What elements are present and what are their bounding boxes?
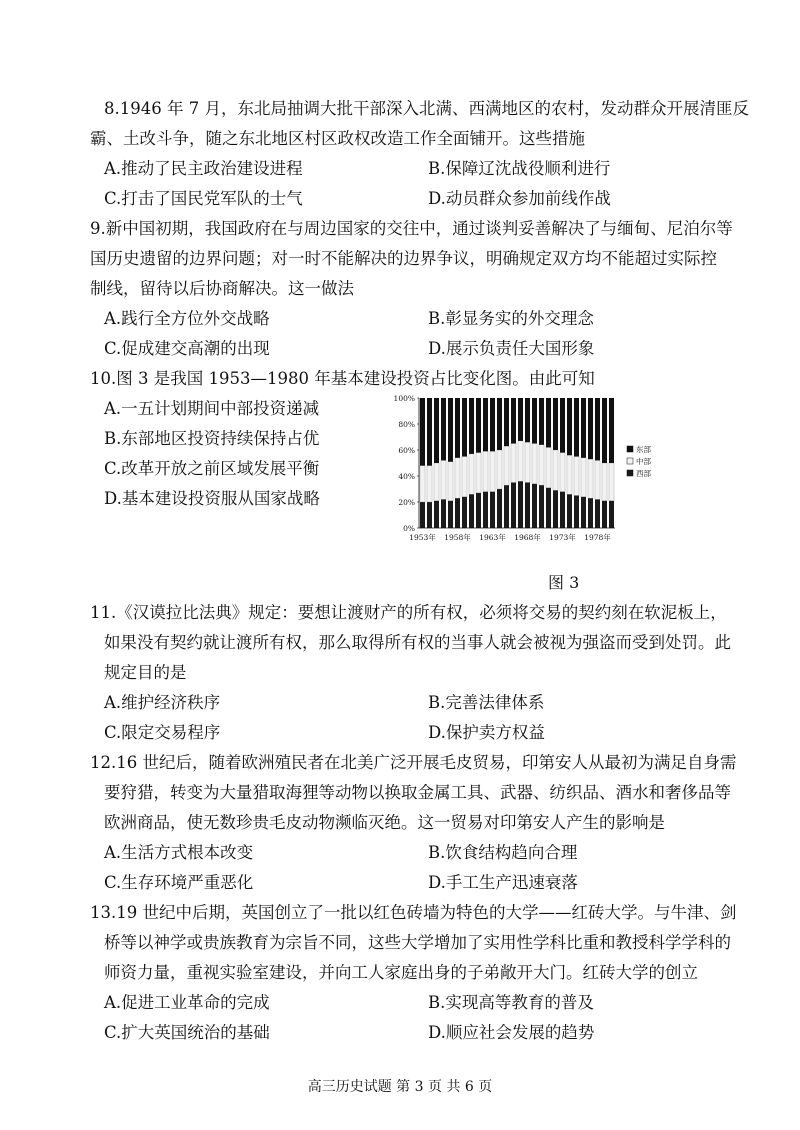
q13-stem-line-1: 13.19 世纪中后期，英国创立了一批以红色砖墙为特色的大学——红砖大学。与牛津、剑 <box>90 903 737 922</box>
bar-segment-中部-1969 <box>532 444 537 484</box>
investment-share-chart-svg <box>385 390 670 550</box>
bar-segment-西部-1978 <box>595 499 600 528</box>
bar-segment-西部-1963 <box>490 492 495 528</box>
bar-segment-中部-1954 <box>427 466 432 502</box>
bar-segment-西部-1956 <box>441 499 446 528</box>
page-footer: 高三历史试题 第 3 页 共 6 页 <box>307 1079 493 1095</box>
bar-segment-中部-1972 <box>553 450 558 490</box>
bar-segment-东部-1978 <box>595 398 600 460</box>
x-tick-label: 1978年 <box>584 533 611 542</box>
x-tick-label: 1953年 <box>409 533 436 542</box>
legend-label-中部: 中部 <box>636 457 651 466</box>
q13-option-d: D.顺应社会发展的趋势 <box>428 1023 595 1042</box>
x-tick-label: 1958年 <box>444 533 471 542</box>
bar-segment-东部-1962 <box>483 398 488 451</box>
bar-segment-西部-1975 <box>574 496 579 529</box>
bar-segment-中部-1976 <box>581 458 586 497</box>
q11-option-d: D.保护卖方权益 <box>428 723 545 742</box>
bar-segment-西部-1962 <box>483 492 488 528</box>
q10-option-b: B.东部地区投资持续保持占优 <box>104 429 320 448</box>
q12-option-a: A.生活方式根本改变 <box>104 843 254 862</box>
bar-segment-西部-1977 <box>588 498 593 528</box>
bar-segment-东部-1958 <box>455 398 460 458</box>
q10-stem-line-1: 10.图 3 是我国 1953—1980 年基本建设投资占比变化图。由此可知 <box>90 369 595 388</box>
y-tick-label: 80% <box>398 420 415 429</box>
bar-segment-中部-1971 <box>546 447 551 487</box>
q11-stem-line-3: 规定目的是 <box>104 663 187 682</box>
q12-stem-line-3: 欧洲商品，使无数珍贵毛皮动物濒临灭绝。这一贸易对印第安人产生的影响是 <box>104 813 665 832</box>
legend-label-西部: 西部 <box>636 469 651 478</box>
bar-segment-东部-1959 <box>462 398 467 457</box>
bar-segment-东部-1977 <box>588 398 593 459</box>
q13-stem-line-3: 师资力量，重视实验室建设，并向工人家庭出身的子弟敞开大门。红砖大学的创立 <box>104 963 698 982</box>
bar-segment-中部-1970 <box>539 445 544 485</box>
bar-segment-中部-1957 <box>448 462 453 501</box>
bar-segment-东部-1967 <box>518 398 523 441</box>
bar-segment-西部-1979 <box>602 501 607 528</box>
bar-segment-西部-1971 <box>546 488 551 528</box>
bar-segment-西部-1980 <box>609 501 614 528</box>
y-tick-label: 100% <box>393 394 415 403</box>
bar-segment-西部-1954 <box>427 502 432 528</box>
bar-segment-西部-1960 <box>469 494 474 528</box>
q8-option-d: D.动员群众参加前线作战 <box>428 189 611 208</box>
bar-segment-中部-1980 <box>609 463 614 501</box>
q10-option-a: A.一五计划期间中部投资递减 <box>104 399 320 418</box>
bar-segment-中部-1961 <box>476 453 481 493</box>
bar-segment-西部-1966 <box>511 483 516 529</box>
q9-option-b: B.彰显务实的外交理念 <box>428 309 594 328</box>
bar-segment-东部-1956 <box>441 398 446 460</box>
q11-stem-line-2: 如果没有契约就让渡所有权，那么取得所有权的当事人就会被视为强盗而受到处罚。此 <box>104 633 731 652</box>
bar-segment-中部-1975 <box>574 457 579 496</box>
q11-option-b: B.完善法律体系 <box>428 693 545 712</box>
bar-segment-中部-1965 <box>504 446 509 485</box>
bar-segment-西部-1969 <box>532 484 537 528</box>
x-tick-label: 1963年 <box>479 533 506 542</box>
bar-segment-中部-1979 <box>602 463 607 501</box>
bar-segment-中部-1962 <box>483 451 488 491</box>
q9-option-a: A.践行全方位外交战略 <box>104 309 270 328</box>
bar-segment-东部-1979 <box>602 398 607 463</box>
bar-segment-中部-1959 <box>462 457 467 497</box>
q11-option-c: C.限定交易程序 <box>104 723 221 742</box>
bar-segment-西部-1972 <box>553 490 558 528</box>
x-tick-label: 1968年 <box>514 533 541 542</box>
q11-option-a: A.维护经济秩序 <box>104 693 221 712</box>
bar-segment-西部-1964 <box>497 489 502 528</box>
legend-swatch-西部 <box>627 470 633 476</box>
bar-segment-东部-1965 <box>504 398 509 446</box>
q9-stem-line-3: 制线，留待以后协商解决。这一做法 <box>90 279 354 298</box>
bar-segment-东部-1974 <box>567 398 572 455</box>
bar-segment-东部-1955 <box>434 398 439 463</box>
bar-segment-中部-1964 <box>497 450 502 489</box>
q13-option-b: B.实现高等教育的普及 <box>428 993 594 1012</box>
q13-option-a: A.促进工业革命的完成 <box>104 993 270 1012</box>
q10-option-d: D.基本建设投资服从国家战略 <box>104 489 320 508</box>
legend-swatch-东部 <box>627 446 633 452</box>
q9-stem-line-1: 9.新中国初期，我国政府在与周边国家的交往中，通过谈判妥善解决了与缅甸、尼泊尔等 <box>90 219 733 238</box>
bar-segment-东部-1976 <box>581 398 586 458</box>
y-tick-label: 40% <box>398 472 415 481</box>
bar-segment-东部-1973 <box>560 398 565 453</box>
bar-segment-东部-1961 <box>476 398 481 453</box>
bar-segment-东部-1972 <box>553 398 558 450</box>
bar-segment-西部-1965 <box>504 485 509 528</box>
bar-segment-东部-1963 <box>490 398 495 451</box>
bar-segment-西部-1968 <box>525 483 530 529</box>
bar-segment-东部-1954 <box>427 398 432 466</box>
bar-segment-西部-1958 <box>455 498 460 528</box>
bar-segment-东部-1969 <box>532 398 537 444</box>
bar-segment-中部-1978 <box>595 460 600 499</box>
bar-segment-西部-1967 <box>518 481 523 528</box>
legend-label-东部: 东部 <box>636 445 651 454</box>
bar-segment-东部-1966 <box>511 398 516 444</box>
bar-segment-东部-1953 <box>420 398 425 466</box>
bar-segment-东部-1957 <box>448 398 453 462</box>
bar-segment-东部-1980 <box>609 398 614 463</box>
bar-segment-东部-1970 <box>539 398 544 445</box>
bar-segment-东部-1964 <box>497 398 502 450</box>
bar-segment-中部-1967 <box>518 441 523 481</box>
bar-segment-西部-1976 <box>581 497 586 528</box>
bar-segment-西部-1957 <box>448 501 453 528</box>
bar-segment-东部-1975 <box>574 398 579 457</box>
q12-option-d: D.手工生产迅速衰落 <box>428 873 578 892</box>
y-tick-label: 20% <box>398 498 415 507</box>
bar-segment-中部-1977 <box>588 459 593 498</box>
q9-option-d: D.展示负责任大国形象 <box>428 339 595 358</box>
q8-option-b: B.保障辽沈战役顺利进行 <box>428 159 611 178</box>
q10-option-c: C.改革开放之前区域发展平衡 <box>104 459 320 478</box>
q12-option-b: B.饮食结构趋向合理 <box>428 843 578 862</box>
bar-segment-中部-1973 <box>560 453 565 492</box>
bar-segment-中部-1963 <box>490 451 495 491</box>
q8-option-a: A.推动了民主政治建设进程 <box>104 159 303 178</box>
y-tick-label: 60% <box>398 446 415 455</box>
bar-segment-西部-1953 <box>420 502 425 528</box>
q13-option-c: C.扩大英国统治的基础 <box>104 1023 270 1042</box>
bar-segment-中部-1966 <box>511 444 516 483</box>
legend-swatch-中部 <box>627 458 633 464</box>
q12-stem-line-1: 12.16 世纪后，随着欧洲殖民者在北美广泛开展毛皮贸易，印第安人从最初为满足自身需 <box>90 753 737 772</box>
q9-stem-line-2: 国历史遗留的边界问题；对一时不能解决的边界争议，明确规定双方均不能超过实际控 <box>90 249 717 268</box>
q8-stem-line-2: 霸、土改斗争，随之东北地区村区政权改造工作全面铺开。这些措施 <box>90 129 585 148</box>
bar-segment-西部-1970 <box>539 485 544 528</box>
bar-segment-东部-1971 <box>546 398 551 447</box>
x-tick-label: 1973年 <box>549 533 576 542</box>
bar-segment-中部-1958 <box>455 458 460 498</box>
q8-stem-line-1: 8.1946 年 7 月，东北局抽调大批干部深入北满、西满地区的农村，发动群众开展清匪反 <box>104 99 749 118</box>
bar-segment-东部-1968 <box>525 398 530 442</box>
bar-segment-西部-1959 <box>462 497 467 528</box>
q11-stem-line-1: 11.《汉谟拉比法典》规定：要想让渡财产的所有权，必须将交易的契约刻在软泥板上， <box>90 603 727 622</box>
bar-segment-西部-1961 <box>476 493 481 528</box>
bar-segment-中部-1968 <box>525 442 530 482</box>
bar-segment-西部-1973 <box>560 492 565 528</box>
bar-segment-西部-1955 <box>434 501 439 528</box>
q13-stem-line-2: 桥等以神学或贵族教育为宗旨不同，这些大学增加了实用性学科比重和教授科学学科的 <box>104 933 731 952</box>
bar-segment-中部-1960 <box>469 454 474 494</box>
bar-segment-东部-1960 <box>469 398 474 454</box>
bar-segment-中部-1974 <box>567 455 572 494</box>
investment-share-chart <box>385 390 670 550</box>
figure-label: 图 3 <box>548 573 580 592</box>
bar-segment-中部-1953 <box>420 466 425 502</box>
q8-option-c: C.打击了国民党军队的士气 <box>104 189 303 208</box>
bar-segment-中部-1956 <box>441 460 446 499</box>
q12-stem-line-2: 要狩猎，转变为大量猎取海狸等动物以换取金属工具、武器、纺织品、酒水和奢侈品等 <box>104 783 731 802</box>
q9-option-c: C.促成建交高潮的出现 <box>104 339 270 358</box>
bar-segment-中部-1955 <box>434 463 439 501</box>
q12-option-c: C.生存环境严重恶化 <box>104 873 254 892</box>
bar-segment-西部-1974 <box>567 494 572 528</box>
y-tick-label: 0% <box>403 524 415 533</box>
